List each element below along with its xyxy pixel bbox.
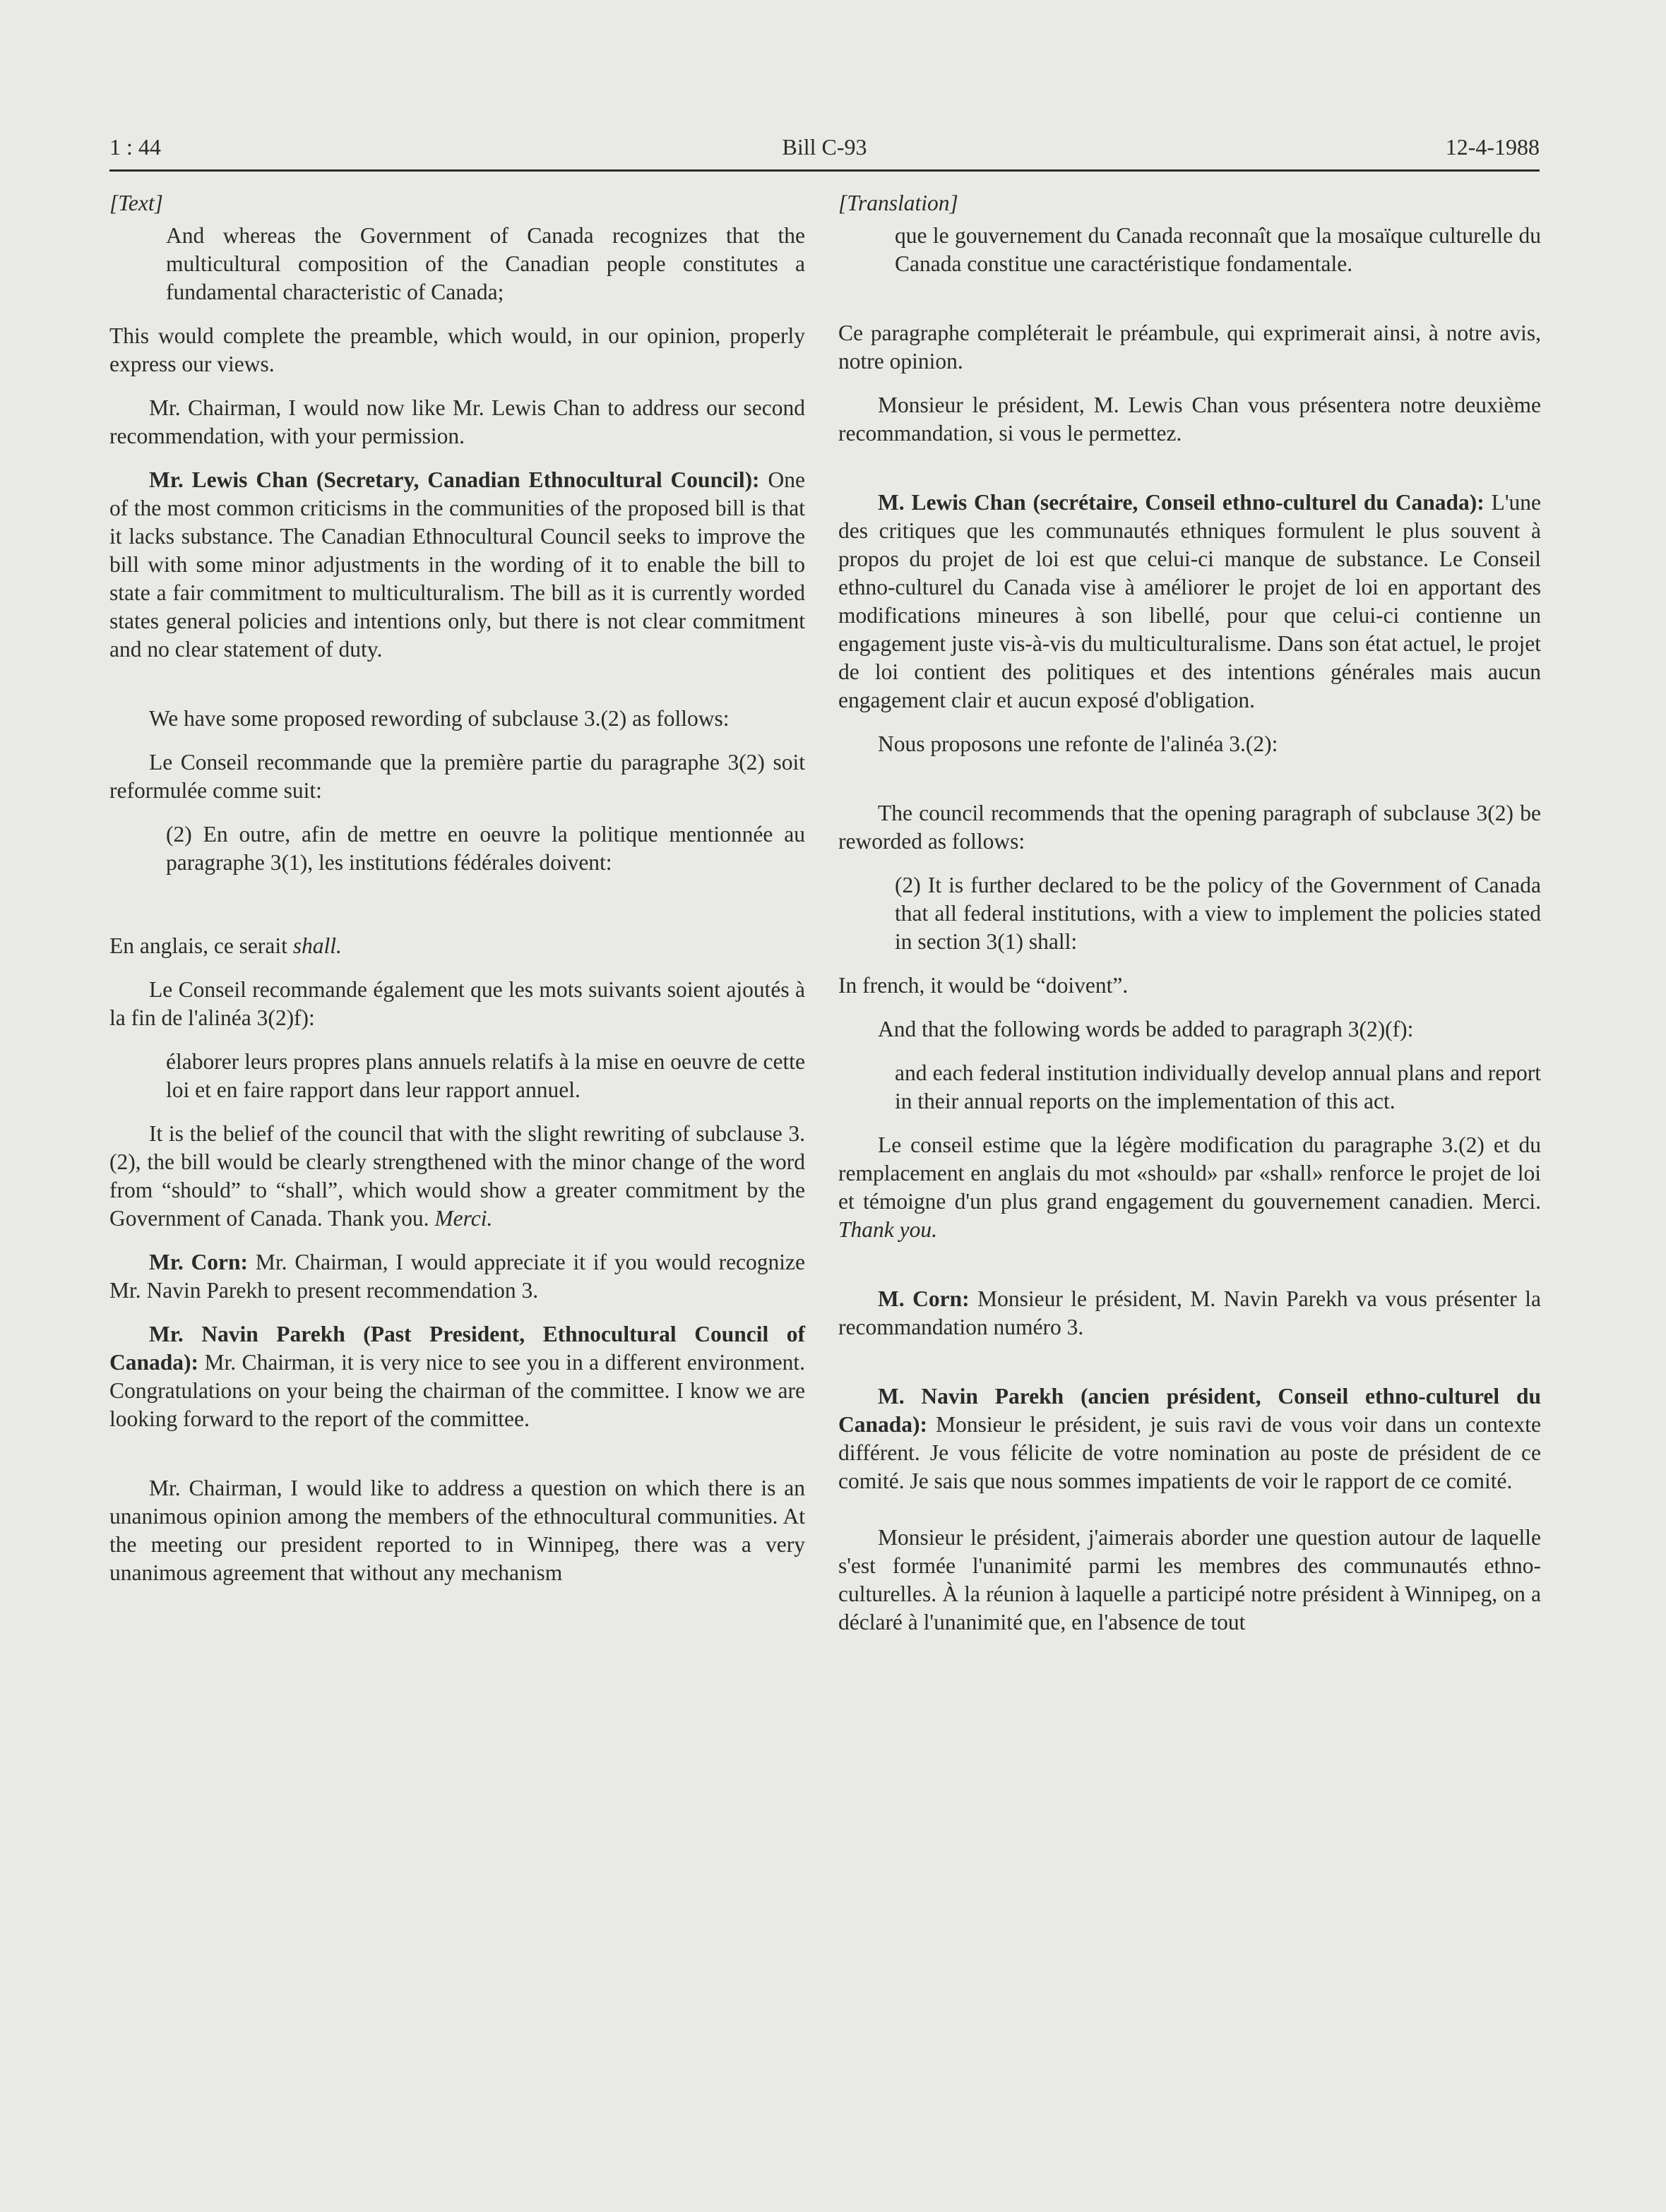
speaker-name: Mr. Corn: — [149, 1250, 249, 1274]
speaker-paragraph: Mr. Lewis Chan (Secretary, Canadian Ethnocultural Council): One of the most common criticisms in the communities of the proposed bill is that it lacks substance. The Canadian Ethnocultural Council seeks to improve the bill with some minor adjustments in the wording of it to enable the bill to state a fair commitment to multiculturalism. The bill as it is currently worded states general policies and intentions only, but there is not clear commitment and no clear statement of duty. — [109, 467, 806, 662]
page-header — [109, 131, 1540, 171]
speaker-name: Mr. Navin Parekh (Past President, Ethnocultural Council of Canada): — [109, 1322, 805, 1375]
quoted-clause: élaborer leurs propres plans annuels relatifs à la mise en oeuvre de cette loi et en faire rapport dans leur rapport annuel. — [166, 1049, 805, 1102]
quoted-clause: (2) En outre, afin de mettre en oeuvre la politique mentionnée au paragraphe 3(1), les institutions fédérales doivent: — [166, 822, 805, 875]
speaker-name: M. Navin Parekh (ancien président, Conseil ethno-culturel du Canada): — [838, 1384, 1541, 1437]
header-rule — [109, 169, 1540, 172]
preamble-quote: And whereas the Government of Canada recognizes that the multicultural composition of the Canadian people constitutes a fundamental characteristic of Canada; — [166, 223, 805, 304]
paragraph: Le Conseil recommande que la première partie du paragraphe 3(2) soit reformulée comme suit: — [109, 750, 805, 803]
speaker-paragraph: M. Corn: Monsieur le président, M. Navin Parekh va vous présenter la recommandation numéro 3. — [838, 1286, 1541, 1339]
paragraph: In french, it would be “doivent”. — [838, 973, 1129, 998]
paragraph: En anglais, ce serait shall. — [109, 933, 342, 958]
paragraph: Nous proposons une refonte de l'alinéa 3.(2): — [878, 731, 1278, 756]
preamble-quote: que le gouvernement du Canada reconnaît que la mosaïque culturelle du Canada constitue une caractéristique fondamentale. — [895, 223, 1541, 276]
paragraph: Monsieur le président, M. Lewis Chan vous présentera notre deuxième recommandation, si vous le permettez. — [838, 393, 1541, 446]
speaker-paragraph: Mr. Navin Parekh (Past President, Ethnocultural Council of Canada): Mr. Chairman, it is very nice to see you in a different environment. Congratulations on your being the chairman of the committee. I know we are looking forward to the report of the committee. — [109, 1322, 805, 1431]
speaker-paragraph: Mr. Corn: Mr. Chairman, I would appreciate it if you would recognize Mr. Navin Parekh to present recommendation 3. — [109, 1250, 805, 1303]
speaker-name: Mr. Lewis Chan (Secretary, Canadian Ethnocultural Council): — [149, 467, 760, 492]
page-number: 1 : 44 — [109, 134, 161, 160]
paragraph: This would complete the preamble, which would, in our opinion, properly express our views. — [109, 323, 805, 376]
paragraph: It is the belief of the council that with the slight rewriting of subclause 3.(2), the bill would be clearly strengthened with the minor change of the word from “should” to “shall”, which would show a greater commitment by the Government of Canada. Thank you. Merci. — [109, 1121, 805, 1231]
paragraph: Monsieur le président, j'aimerais aborder une question autour de laquelle s'est formée l'unanimité parmi les membres des communautés ethno-culturelles. À la réunion à laquelle a participé notre président à Winnipeg, on a déclaré à l'unanimité que, en l'absence de tout — [838, 1525, 1541, 1634]
english-column — [109, 189, 805, 1587]
french-column — [838, 189, 1541, 1637]
paragraph: Le conseil estime que la légère modification du paragraphe 3.(2) et du remplacement en anglais du mot «should» par «shall» renforce le projet de loi et témoigne d'un plus grand engagement du gouvernement canadien. Merci. Thank you. — [838, 1132, 1541, 1242]
quoted-clause: and each federal institution individually develop annual plans and report in their annual reports on the implementation of this act. — [895, 1060, 1541, 1113]
bill-title: Bill C-93 — [782, 134, 867, 160]
paragraph: Mr. Chairman, I would now like Mr. Lewis Chan to address our second recommendation, with your permission. — [109, 395, 805, 448]
quoted-clause: (2) It is further declared to be the policy of the Government of Canada that all federal institutions, with a view to implement the policies stated in section 3(1) shall: — [895, 873, 1541, 954]
paragraph: Le Conseil recommande également que les mots suivants soient ajoutés à la fin de l'alinéa 3(2)f): — [109, 977, 805, 1030]
paragraph: Ce paragraphe compléterait le préambule, qui exprimerait ainsi, à notre avis, notre opinion. — [838, 321, 1541, 373]
paragraph: And that the following words be added to paragraph 3(2)(f): — [878, 1017, 1414, 1041]
paragraph: The council recommends that the opening paragraph of subclause 3(2) be reworded as follows: — [838, 801, 1541, 854]
translation-tag: [Translation] — [838, 191, 958, 215]
speaker-paragraph: M. Navin Parekh (ancien président, Conseil ethno-culturel du Canada): Monsieur le président, je suis ravi de vous voir dans un contexte différent. Je vous félicite de votre nomination au poste de président de ce comité. Je sais que nous sommes impatients de voir le rapport de ce comité. — [838, 1384, 1541, 1493]
text-tag: [Text] — [109, 191, 163, 215]
header-date: 12-4-1988 — [1445, 134, 1540, 160]
speaker-name: M. Corn: — [878, 1286, 970, 1311]
speaker-paragraph: M. Lewis Chan (secrétaire, Conseil ethno-culturel du Canada): L'une des critiques que les communautés ethniques formulent le plus souvent à propos du projet de loi est que celui-ci manque de substance. Le Conseil ethno-culturel du Canada vise à améliorer le projet de loi en apportant des modifications mineures à son libellé, pour que celui-ci contienne un engagement juste vis-à-vis du multiculturalisme. Dans son état actuel, le projet de loi contient des politiques et des intentions générales mais aucun engagement clair et aucun exposé d'obligation. — [838, 490, 1541, 712]
paragraph: Mr. Chairman, I would like to address a question on which there is an unanimous opinion among the members of the ethnocultural communities. At the meeting our president reported to in Winnipeg, there was a very unanimous agreement that without any mechanism — [109, 1476, 805, 1585]
paragraph: We have some proposed rewording of subclause 3.(2) as follows: — [149, 706, 730, 731]
speaker-name: M. Lewis Chan (secrétaire, Conseil ethno-culturel du Canada): — [878, 490, 1484, 515]
